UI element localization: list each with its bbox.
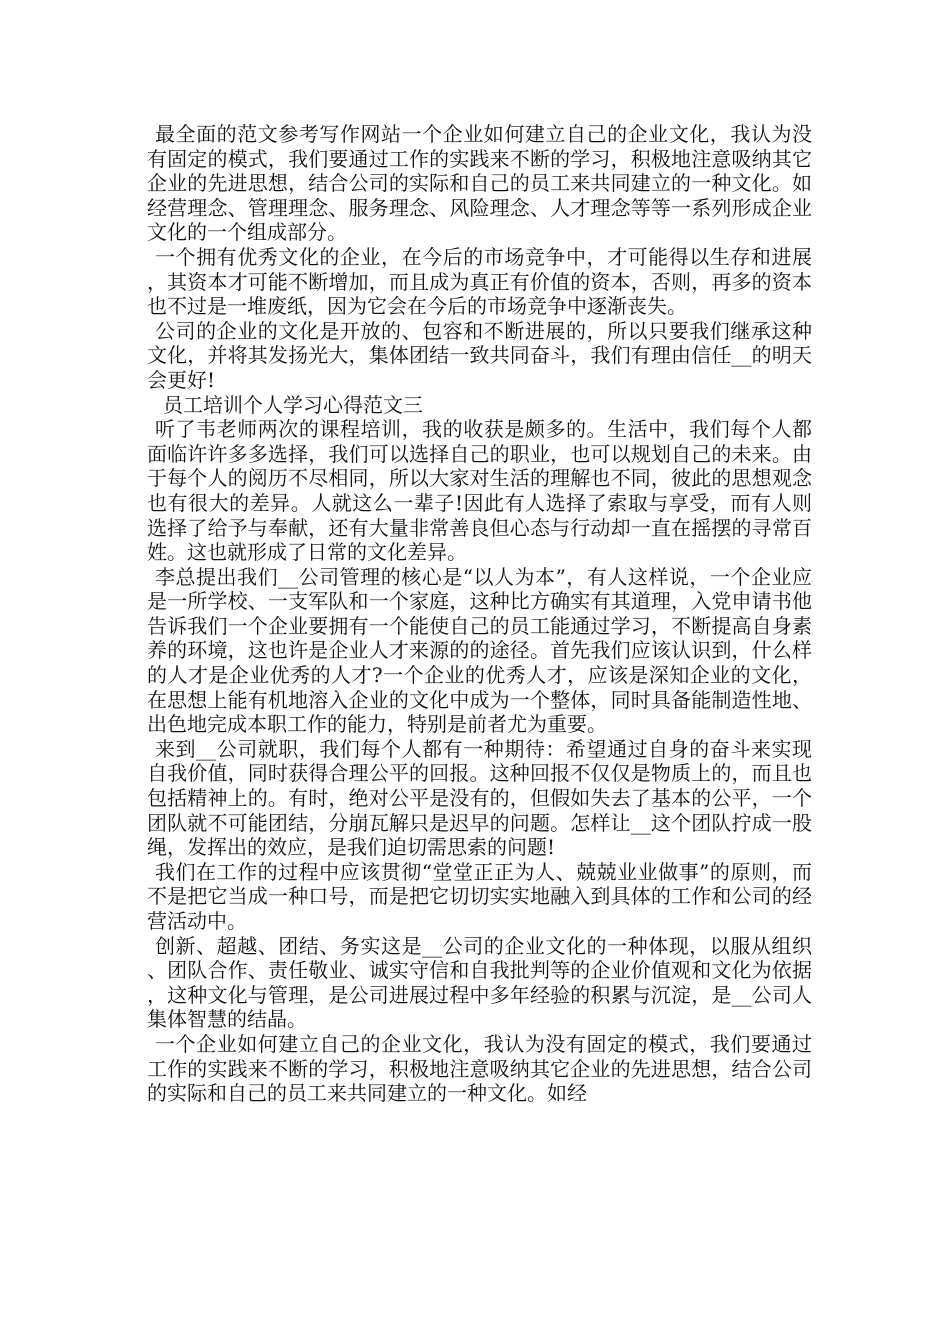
paragraph-principle: 我们在工作的过程中应该贯彻“堂堂正正为人、兢兢业业做事”的原则，而不是把它当成一种口号，而是把它切切实实地融入到具体的工作和公司的经营活动中。 — [147, 859, 812, 933]
paragraph-innovation: 创新、超越、团结、务实这是__公司的企业文化的一种体现，以服从组织、团队合作、责任敬业、诚实守信和自我批判等的企业价值观和文化为依据，这种文化与管理，是公司进展过程中多年经验的积累与沉淀，是__公司人集体智慧的结晶。 — [147, 933, 812, 1032]
section-heading: 员工培训个人学习心得范文三 — [163, 392, 423, 417]
paragraph-build-culture: 一个企业如何建立自己的企业文化，我认为没有固定的模式，我们要通过工作的实践来不断的学习，积极地注意吸纳其它企业的先进思想，结合公司的实际和自己的员工来共同建立的一种文化。如经 — [147, 1031, 812, 1106]
document-body — [147, 122, 812, 1106]
paragraph-people-oriented: 李总提出我们__公司管理的核心是“以人为本”，有人这样说，一个企业应是一所学校、一支军队和一个家庭，这种比方确实有其道理，入党申请书他告诉我们一个企业要拥有一个能使自己的员工能通过学习，不断提高自身素养的环境，这也许是企业人才来源的的途径。首先我们应该认识到，什么样的人才是企业优秀的人才?一个企业的优秀人才，应该是深知企业的文化，在思想上能有机地溶入企业的文化中成为一个整体，同时具备能制造性地、出色地完成本职工作的能力，特别是前者尤为重要。 — [147, 564, 812, 737]
paragraph-open-culture: 公司的企业的文化是开放的、包容和不断进展的，所以只要我们继承这种文化，并将其发扬光大，集体团结一致共同奋斗，我们有理由信任__的明天会更好! — [147, 318, 812, 392]
paragraph-training: 听了韦老师两次的课程培训，我的收获是颇多的。生活中，我们每个人都面临许许多多选择，我们可以选择自己的职业，也可以规划自己的未来。由于每个人的阅历不尽相同，所以大家对生活的理解也不同，彼此的思想观念也有很大的差异。人就这么一辈子!因此有人选择了索取与享受，而有人则选择了给予与奉献，还有大量非常善良但心态与行动却一直在摇摆的寻常百姓。这也就形成了日常的文化差异。 — [147, 417, 812, 565]
paragraph-excellent-culture: 一个拥有优秀文化的企业，在今后的市场竞争中，才可能得以生存和进展，其资本才可能不断增加，而且成为真正有价值的资本，否则，再多的资本也不过是一堆废纸，因为它会在今后的市场竞争中逐渐丧失。 — [147, 244, 812, 319]
paragraph-expectation: 来到__公司就职，我们每个人都有一种期待：希望通过自身的奋斗来实现自我价值，同时获得合理公平的回报。这种回报不仅仅是物质上的，而且也包括精神上的。有时，绝对公平是没有的，但假如失去了基本的公平，一个团队就不可能团结，分崩瓦解只是迟早的问题。怎样让__这个团队拧成一股绳，发挥出的效应，是我们迫切需思索的问题! — [147, 736, 812, 860]
paragraph-intro: 最全面的范文参考写作网站一个企业如何建立自己的企业文化，我认为没有固定的模式，我们要通过工作的实践来不断的学习，积极地注意吸纳其它企业的先进思想，结合公司的实际和自己的员工来共同建立的一种文化。如经营理念、管理理念、服务理念、风险理念、人才理念等等一系列形成企业文化的一个组成部分。 — [147, 122, 812, 245]
